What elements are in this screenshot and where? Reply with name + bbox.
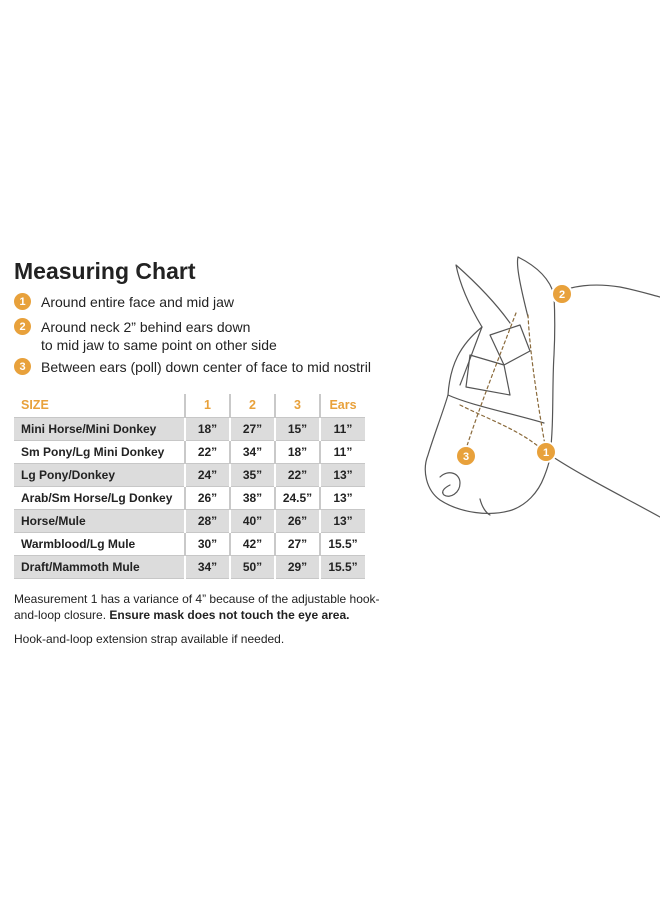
cell-m1: 34” [185, 555, 230, 578]
cell-m3: 18” [275, 440, 320, 463]
nostril [440, 473, 460, 497]
eye-warning: Ensure mask does not touch the eye area. [109, 608, 350, 622]
table-row [14, 440, 365, 463]
mask-panel [490, 325, 530, 365]
legend-text-3 [41, 358, 371, 376]
table-header-row [14, 394, 365, 417]
cell-m3: 15” [275, 417, 320, 440]
cell-ears: 11” [320, 417, 365, 440]
cell-size: Sm Pony/Lg Mini Donkey [14, 440, 185, 463]
cell-ears: 15.5” [320, 555, 365, 578]
cell-size: Lg Pony/Donkey [14, 463, 185, 486]
mask-front [460, 327, 482, 385]
marker-3 [456, 446, 476, 466]
cell-ears: 11” [320, 440, 365, 463]
cell-m3: 26” [275, 509, 320, 532]
cell-m2: 40” [230, 509, 275, 532]
cell-m3: 24.5” [275, 486, 320, 509]
left-ear-outline [456, 265, 510, 327]
size-table [14, 394, 365, 579]
cell-m2: 27” [230, 417, 275, 440]
cell-m2: 50” [230, 555, 275, 578]
marker-label-2: 2 [558, 289, 566, 301]
cell-size: Mini Horse/Mini Donkey [14, 417, 185, 440]
right-ear-outline [517, 257, 554, 317]
cell-m2: 38” [230, 486, 275, 509]
legend-text-2-line1: Around neck 2” behind ears down [41, 319, 251, 335]
variance-note [14, 591, 394, 623]
cell-m3: 27” [275, 532, 320, 555]
throat-outline [550, 455, 660, 517]
number-badge-3: 3 [14, 358, 31, 375]
table-row [14, 532, 365, 555]
cell-ears: 15.5” [320, 532, 365, 555]
number-badge-2: 2 [14, 318, 31, 335]
legend-text-1 [41, 293, 234, 311]
mask-panel [466, 355, 510, 395]
cell-size: Warmblood/Lg Mule [14, 532, 185, 555]
cell-ears: 13” [320, 463, 365, 486]
marker-label-1: 1 [542, 447, 550, 459]
table-row [14, 463, 365, 486]
legend-item-2 [14, 318, 277, 354]
marker-1 [536, 442, 556, 462]
cell-ears: 13” [320, 486, 365, 509]
legend-item-1 [14, 293, 234, 311]
table-row [14, 417, 365, 440]
cell-m1: 24” [185, 463, 230, 486]
cell-m3: 29” [275, 555, 320, 578]
horse-mask-diagram [420, 255, 660, 545]
legend-text-1-line1: Around entire face and mid jaw [41, 294, 234, 310]
extension-note: Hook-and-loop extension strap available if needed. [14, 632, 285, 646]
cell-m1: 26” [185, 486, 230, 509]
measure-line-2 [528, 315, 546, 451]
cell-size: Horse/Mule [14, 509, 185, 532]
cell-m3: 22” [275, 463, 320, 486]
page-title: Measuring Chart [14, 258, 196, 284]
cell-m1: 28” [185, 509, 230, 532]
table-row [14, 555, 365, 578]
header-size: SIZE [14, 394, 185, 417]
cell-size: Draft/Mammoth Mule [14, 555, 185, 578]
cell-m2: 35” [230, 463, 275, 486]
legend-text-3-line1: Between ears (poll) down center of face to mid nostril [41, 359, 371, 375]
table-row [14, 486, 365, 509]
cell-m1: 22” [185, 440, 230, 463]
cell-ears: 13” [320, 509, 365, 532]
face-outline [425, 295, 554, 513]
mask-edge [448, 395, 544, 423]
cell-m2: 34” [230, 440, 275, 463]
number-badge-1: 1 [14, 293, 31, 310]
cell-m1: 18” [185, 417, 230, 440]
header-ears: Ears [320, 394, 365, 417]
marker-2 [552, 284, 572, 304]
cell-size: Arab/Sm Horse/Lg Donkey [14, 486, 185, 509]
header-3: 3 [275, 394, 320, 417]
legend-text-2-line2: to mid jaw to same point on other side [41, 337, 277, 353]
table-row [14, 509, 365, 532]
marker-label-3: 3 [462, 451, 470, 463]
cell-m2: 42” [230, 532, 275, 555]
variance-note-text: Measurement 1 has a variance of 4” because of the adjustable hook-and-loop closure. [14, 592, 380, 622]
legend-text-2 [41, 318, 277, 354]
cell-m1: 30” [185, 532, 230, 555]
header-2: 2 [230, 394, 275, 417]
header-1: 1 [185, 394, 230, 417]
legend-item-3 [14, 358, 371, 376]
